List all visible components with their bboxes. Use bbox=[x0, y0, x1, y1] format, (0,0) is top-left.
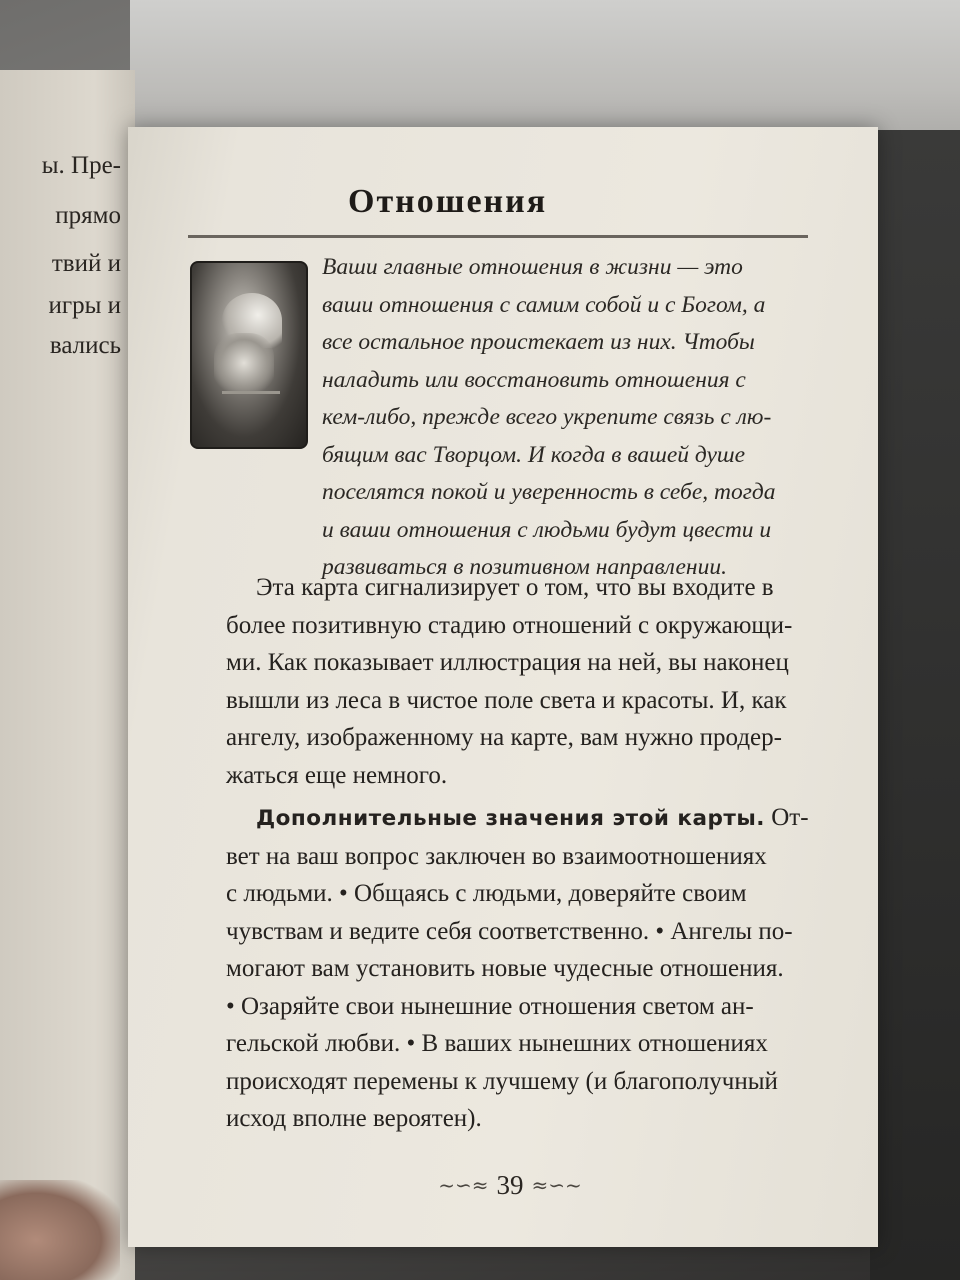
paragraph2-line: чувствам и ведите себя соответственно. • Ангелы по- bbox=[226, 917, 793, 945]
paragraph2-line: • Озаряйте свои нынешние отношения светом ан- bbox=[226, 992, 754, 1020]
card-caption-strip bbox=[222, 391, 280, 394]
paragraph2-heading: Дополнительные значения этой карты. bbox=[256, 806, 765, 831]
paragraph2-line: гельской любви. • В ваших нынешних отношениях bbox=[226, 1030, 768, 1057]
body-text bbox=[226, 569, 826, 1138]
paragraph1-line: Эта карта сигнализирует о том, что вы входите в bbox=[256, 574, 774, 601]
paragraph1-line: более позитивную стадию отношений с окружающи- bbox=[226, 611, 793, 639]
intro-line: наладить или восстановить отношения с bbox=[322, 366, 746, 393]
paragraph1-line: жаться еще немного. bbox=[226, 761, 448, 789]
paragraph2-first-rest: От- bbox=[764, 804, 809, 831]
paragraph1-line: вышли из леса в чистое поле света и красоты. И, как bbox=[226, 686, 787, 714]
left-page-fragment: игры и bbox=[48, 292, 121, 319]
paragraph2-line: вет на ваш вопрос заключен во взаимоотношениях bbox=[226, 842, 767, 870]
intro-line: развиваться в позитивном направлении. bbox=[322, 554, 727, 580]
paragraph2-line: происходят перемены к лучшему (и благополучный bbox=[226, 1067, 778, 1095]
angel-figure-icon bbox=[214, 333, 274, 393]
left-page-fragment: твий и bbox=[51, 250, 121, 277]
title-rule bbox=[188, 235, 808, 238]
page-folio bbox=[420, 1170, 600, 1200]
left-page-fragment: вались bbox=[49, 332, 121, 359]
intro-line: кем-либо, прежде всего укрепите связь с лю- bbox=[322, 404, 772, 430]
paragraph1-line: ми. Как показывает иллюстрация на ней, вы наконец bbox=[226, 649, 789, 676]
intro-line: поселятся покой и уверенность в себе, тогда bbox=[322, 479, 776, 505]
page-number: 39 bbox=[496, 1169, 524, 1200]
paragraph2-line: могают вам установить новые чудесные отношения. bbox=[226, 955, 784, 982]
ornament-left-icon: ~∽≈ bbox=[438, 1173, 489, 1197]
intro-italic-text bbox=[322, 249, 822, 587]
intro-line: все остальное проистекает из них. Чтобы bbox=[322, 329, 755, 355]
paragraph2-line: исход вполне вероятен). bbox=[226, 1105, 482, 1132]
intro-line: ваши отношения с самим собой и с Богом, а bbox=[322, 291, 766, 318]
ornament-right-icon: ≈∽~ bbox=[531, 1173, 582, 1197]
left-page-fragment: прямо bbox=[55, 202, 121, 229]
page-title: Отношения bbox=[348, 183, 548, 220]
intro-line: и ваши отношения с людьми будут цвести и bbox=[322, 516, 772, 543]
book-page bbox=[128, 127, 878, 1247]
thumb bbox=[0, 1180, 120, 1280]
intro-line: бящим вас Творцом. И когда в вашей душе bbox=[322, 441, 746, 468]
paragraph2-first-line bbox=[226, 799, 826, 838]
intro-line: Ваши главные отношения в жизни — это bbox=[322, 254, 743, 280]
paragraph1-line: ангелу, изображенному на карте, вам нужно продер- bbox=[226, 724, 782, 751]
left-page-fragment: ы. Пре- bbox=[41, 152, 121, 179]
angel-card-illustration bbox=[190, 261, 308, 449]
left-page-edge bbox=[0, 70, 135, 1280]
background-dark bbox=[870, 130, 960, 1280]
paragraph2-line: с людьми. • Общаясь с людьми, доверяйте своим bbox=[226, 880, 747, 907]
